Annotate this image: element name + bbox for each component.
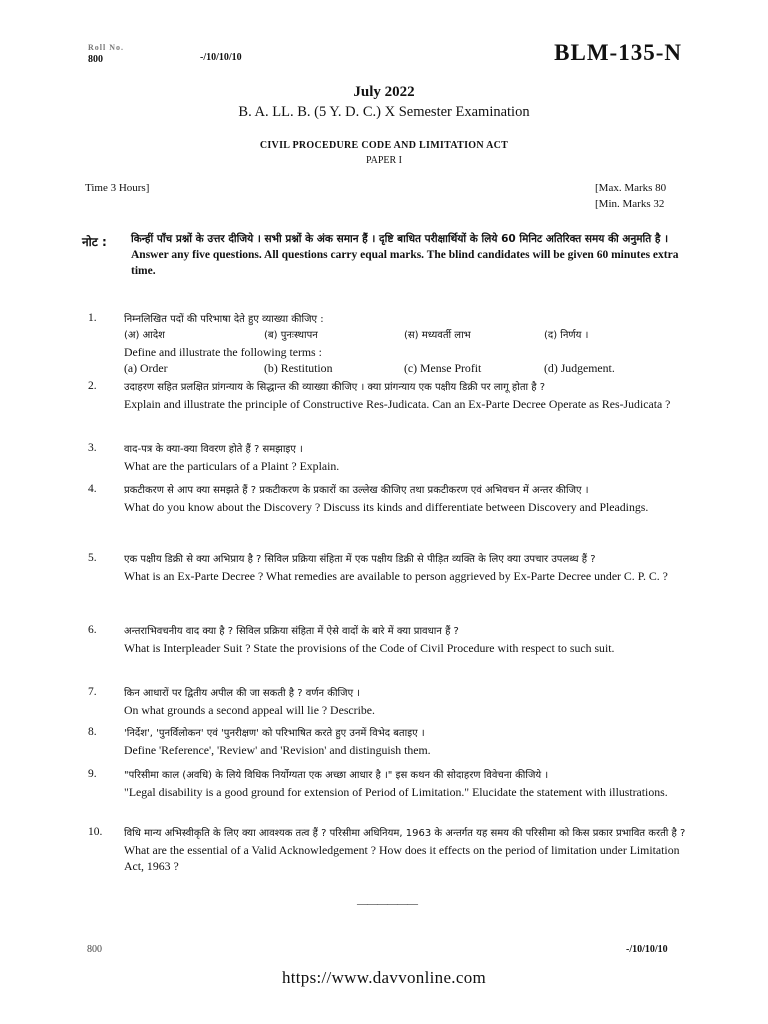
instructions-note	[131, 231, 691, 279]
term-english: (b) Restitution	[264, 361, 333, 375]
question-hindi: "परिसीमा काल (अवधि) के लिये विधिक निर्योग्यता एक अच्छा आधार है ।" इस कथन की सोदाहरण विवेचना कीजिये ।	[124, 770, 549, 781]
question-5	[88, 552, 693, 584]
english-terms	[124, 360, 693, 376]
question-hindi: प्रकटीकरण से आप क्या समझते हैं ? प्रकटीकरण के प्रकारों का उल्लेख कीजिए तथा प्रकटीकरण एवं अभिवचन में अन्तर कीजिए ।	[124, 485, 589, 496]
header-code-left: 800	[88, 54, 103, 65]
question-number: 9.	[88, 768, 97, 780]
header-code-mid: -/10/10/10	[200, 52, 242, 63]
question-english: What are the particulars of a Plaint ? Explain.	[124, 459, 340, 473]
subject-title: CIVIL PROCEDURE CODE AND LIMITATION ACT	[259, 140, 509, 151]
question-number: 4.	[88, 483, 97, 495]
question-english: What is Interpleader Suit ? State the provisions of the Code of Civil Procedure with respect to such suit.	[124, 641, 615, 655]
note-english: Answer any five questions. All questions carry equal marks. The blind candidates will be given 60 minutes extra time.	[131, 249, 679, 277]
question-8	[88, 726, 693, 758]
term-hindi: (अ) आदेश	[124, 330, 165, 341]
question-english: "Legal disability is a good ground for extension of Period of Limitation." Elucidate the statement with illustrations.	[124, 785, 668, 799]
question-10	[88, 826, 693, 874]
question-hindi: निम्नलिखित पदों की परिभाषा देते हुए व्याख्या कीजिए :	[124, 314, 324, 325]
question-number: 3.	[88, 442, 97, 454]
question-hindi: उदाहरण सहित प्रलक्षित प्रांगन्याय के सिद्धान्त की व्याख्या कीजिए । क्या प्रांगन्याय एक पक्षीय डिक्री पर लागू होता है ?	[124, 382, 546, 393]
website-url[interactable]: https://www.davvonline.com	[281, 968, 487, 987]
question-english: Explain and illustrate the principle of Constructive Res-Judicata. Can an Ex-Parte Decree Operate as Res-Judicata ?	[124, 397, 671, 411]
question-6	[88, 624, 693, 656]
question-english: Define and illustrate the following terms :	[124, 345, 322, 359]
question-2	[88, 380, 693, 412]
question-english: Define 'Reference', 'Review' and 'Revision' and distinguish them.	[124, 743, 431, 757]
question-number: 2.	[88, 380, 97, 392]
question-english: What is an Ex-Parte Decree ? What remedies are available to person aggrieved by Ex-Parte Decree under C. P. C. ?	[124, 569, 668, 583]
term-english: (c) Mense Profit	[404, 361, 482, 375]
hindi-terms	[124, 328, 693, 344]
question-number: 1.	[88, 312, 97, 324]
footer-code-right: -/10/10/10	[626, 944, 668, 955]
question-hindi: वाद-पत्र के क्या-क्या विवरण होते हैं ? समझाइए ।	[124, 444, 303, 455]
term-english: (d) Judgement.	[544, 361, 615, 375]
term-english: (a) Order	[124, 361, 168, 375]
roll-number-label: Roll No.	[88, 43, 124, 52]
end-separator: ——————	[357, 898, 417, 910]
term-hindi: (ब) पुनःस्थापन	[264, 330, 318, 341]
question-hindi: 'निर्देश', 'पुनर्विलोकन' एवं 'पुनरीक्षण' को परिभाषित करते हुए उनमें विभेद बताइए ।	[124, 728, 425, 739]
question-1	[88, 312, 693, 376]
question-9	[88, 768, 693, 800]
question-number: 10.	[88, 826, 103, 838]
term-hindi: (द) निर्णय ।	[544, 330, 589, 341]
exam-month: July 2022	[353, 84, 415, 100]
term-hindi: (स) मध्यवर्ती लाभ	[404, 330, 471, 341]
question-3	[88, 442, 693, 474]
marks-block	[595, 180, 666, 212]
question-hindi: एक पक्षीय डिक्री से क्या अभिप्राय है ? सिविल प्रक्रिया संहिता में एक पक्षीय डिक्री से पीड़ित व्यक्ति के लिए क्या उपचार उपलब्ध हैं ?	[124, 554, 596, 565]
max-marks: [Max. Marks 80	[595, 182, 667, 194]
question-english: What do you know about the Discovery ? Discuss its kinds and differentiate between Discovery and Pleadings.	[124, 500, 649, 514]
note-label: नोट :	[82, 235, 107, 249]
time-allowed: Time 3 Hours]	[85, 182, 150, 194]
paper-code: BLM-135-N	[554, 40, 682, 65]
question-english: What are the essential of a Valid Acknowledgement ? How does it effects on the period of limitation under Limitation Act, 1963 ?	[124, 843, 680, 873]
min-marks: [Min. Marks 32	[595, 198, 665, 210]
note-hindi: किन्हीं पाँच प्रश्नों के उत्तर दीजिये । सभी प्रश्नों के अंक समान हैं । दृष्टि बाधित परीक्षार्थियों के लिये 60 मिनिट अतिरिक्त समय की अनुमति है ।	[131, 233, 669, 245]
question-hindi: विधि मान्य अभिस्वीकृति के लिए क्या आवश्यक तत्व हैं ? परिसीमा अधिनियम, 1963 के अन्तर्गत यह समय की परिसीमा को किस प्रकार प्रभावित करती है ?	[124, 828, 686, 839]
question-hindi: अन्तराभिवचनीय वाद क्या है ? सिविल प्रक्रिया संहिता में ऐसे वादों के बारे में क्या प्रावधान हैं ?	[124, 626, 459, 637]
question-4	[88, 483, 693, 515]
question-hindi: किन आधारों पर द्वितीय अपील की जा सकती है ? वर्णन कीजिए ।	[124, 688, 361, 699]
question-number: 7.	[88, 686, 97, 698]
exam-title: B. A. LL. B. (5 Y. D. C.) X Semester Examination	[238, 104, 530, 120]
question-number: 8.	[88, 726, 97, 738]
question-number: 5.	[88, 552, 97, 564]
question-english: On what grounds a second appeal will lie ? Describe.	[124, 703, 375, 717]
header-roll-block	[88, 42, 124, 66]
footer-code-left: 800	[87, 944, 102, 955]
paper-number: PAPER I	[365, 155, 403, 166]
question-7	[88, 686, 693, 718]
question-number: 6.	[88, 624, 97, 636]
